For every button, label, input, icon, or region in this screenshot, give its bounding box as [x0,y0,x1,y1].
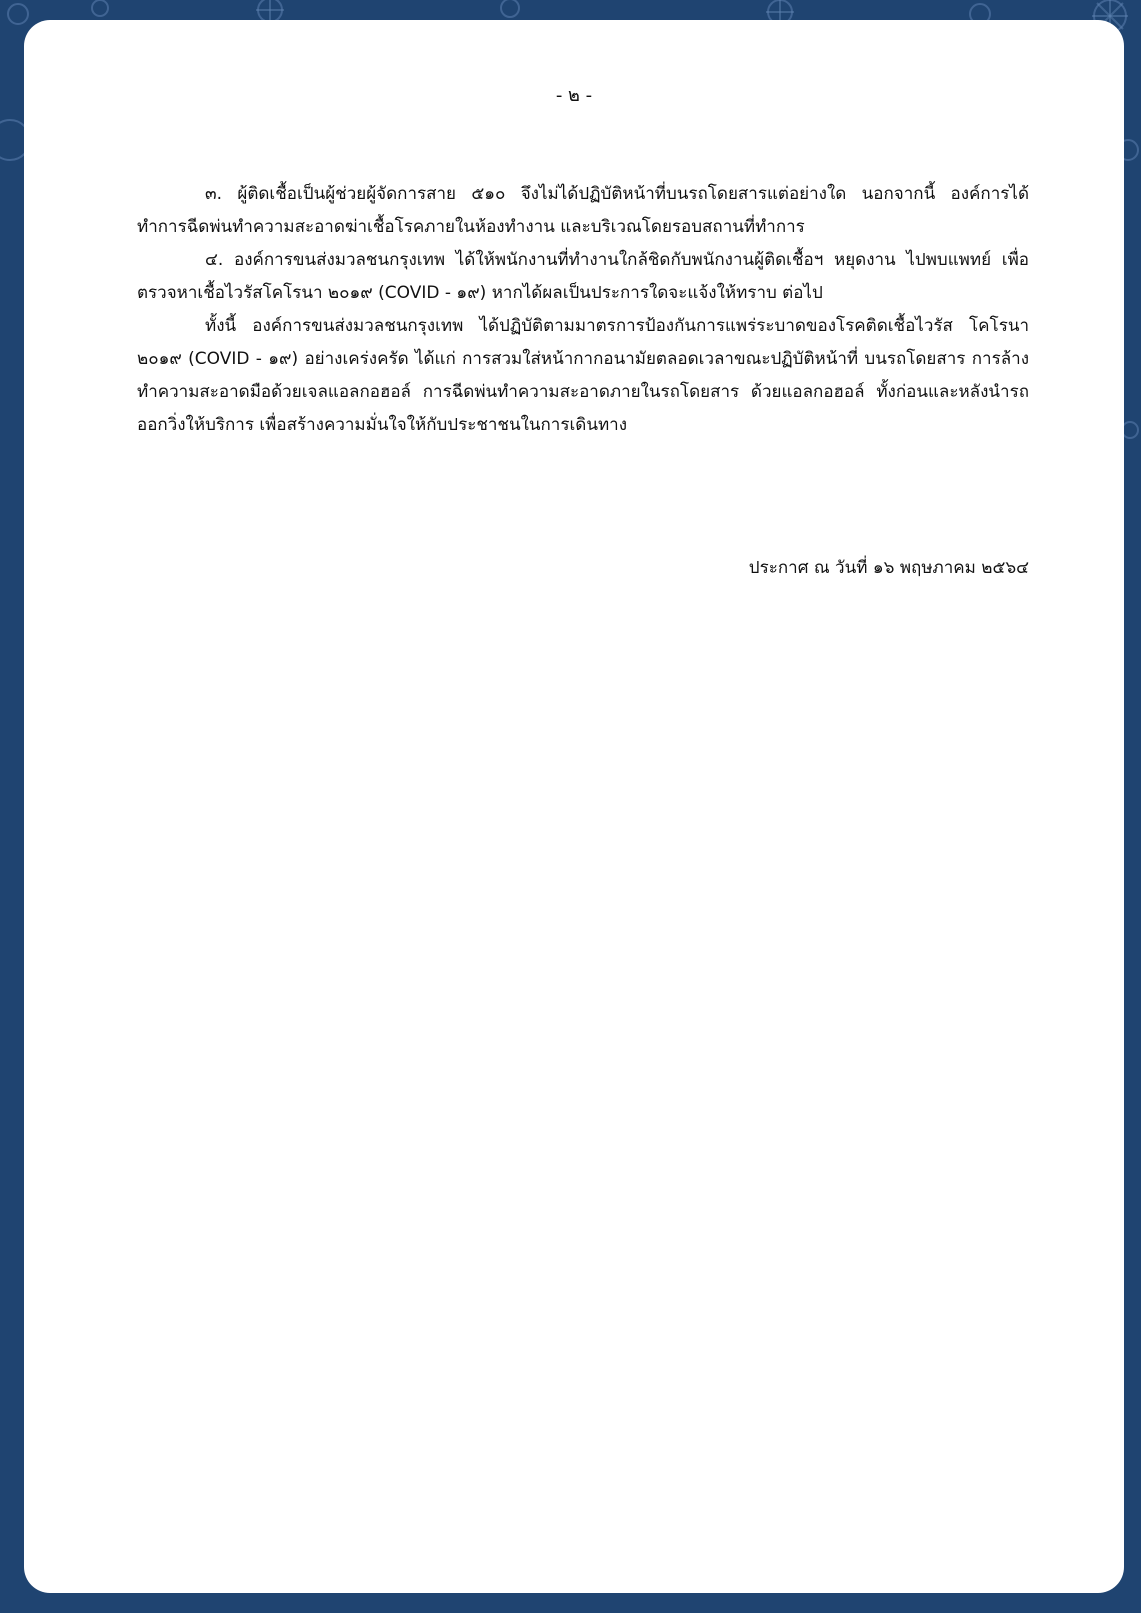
page-number: - ๒ - [555,85,593,106]
paragraph-measures: ทั้งนี้ องค์การขนส่งมวลชนกรุงเทพ ได้ปฏิบัติตามมาตรการป้องกันการแพร่ระบาดของโรคติดเชื้อไวรัส โคโรนา ๒๐๑๙ (COVID - ๑๙) อย่างเคร่งครัด ได้แก่ การสวมใส่หน้ากากอนามัยตลอดเวลาขณะปฏิบัติหน้าที่ บนรถโดยสาร การล้างทำความสะอาดมือด้วยเจลแอลกอฮอล์ การฉีดพ่นทำความสะอาดภายในรถโดยสาร ด้วยแอลกอฮอล์ ทั้งก่อนและหลังนำรถออกวิ่งให้บริการ เพื่อสร้างความมั่นใจให้กับประชาชนในการเดินทาง [137,316,1029,435]
paragraph-item-4: ๔. องค์การขนส่งมวลชนกรุงเทพ ได้ให้พนักงานที่ทำงานใกล้ชิดกับพนักงานผู้ติดเชื้อฯ หยุดงาน ไปพบแพทย์ เพื่อตรวจหาเชื้อไวรัสโคโรนา ๒๐๑๙ (COVID - ๑๙) หากได้ผลเป็นประการใดจะแจ้งให้ทราบ ต่อไป [137,250,1029,303]
paragraph-item-3: ๓. ผู้ติดเชื้อเป็นผู้ช่วยผู้จัดการสาย ๕๑๐ จึงไม่ได้ปฏิบัติหน้าที่บนรถโดยสารแต่อย่างใด นอกจากนี้ องค์การได้ทำการฉีดพ่นทำความสะอาดฆ่าเชื้อโรคภายในห้องทำงาน และบริเวณโดยรอบสถานที่ทำการ [137,184,1029,237]
document-page [24,20,1124,1593]
document-body [137,178,1029,442]
announcement-date: ประกาศ ณ วันที่ ๑๖ พฤษภาคม ๒๕๖๔ [748,558,1029,578]
